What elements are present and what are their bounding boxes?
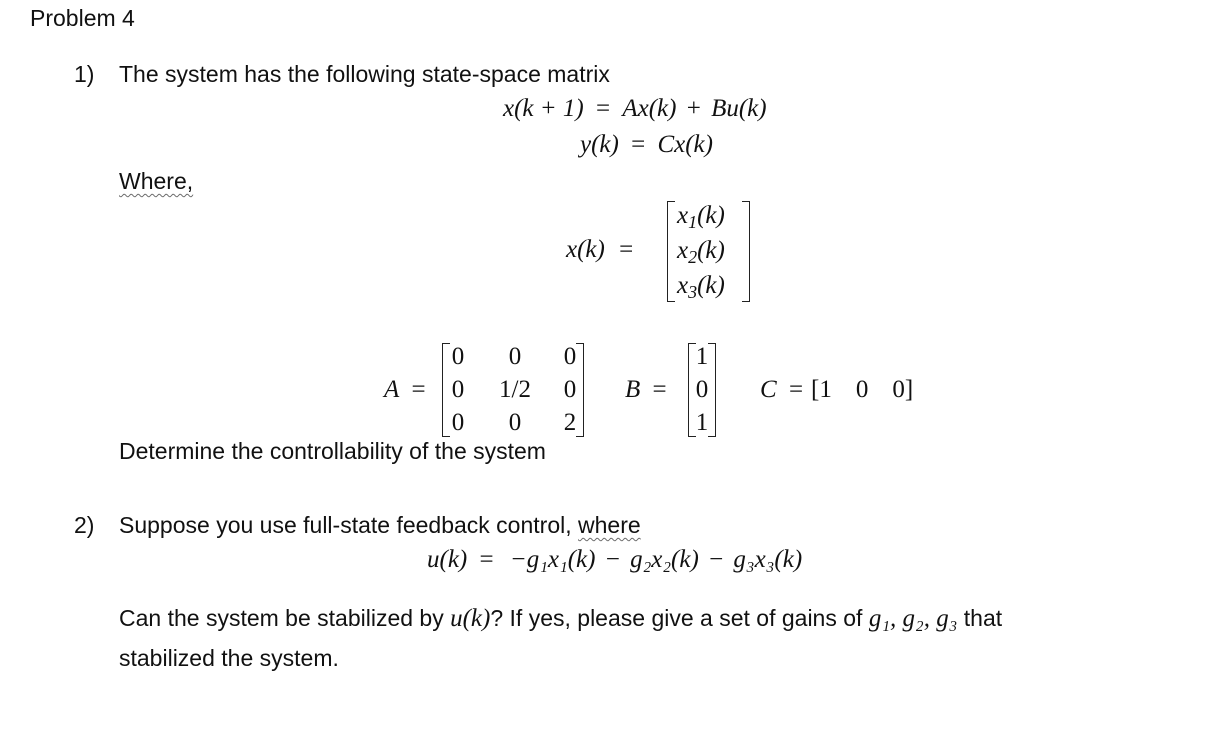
matrix-a-cell: 0 [508,409,522,436]
part2-question-cont: stabilized the system. [119,645,339,671]
matrix-c-label: C [760,376,777,403]
matrix-b-cell: 1 [695,343,709,370]
matrix-a-cell: 0 [563,376,577,403]
state-eq-equals: = [595,95,611,122]
part1-intro: The system has the following state-space matrix [119,61,610,87]
x-vector-row-1: $x_1(k)$ [677,202,725,233]
x-vector-right-bracket [742,201,750,302]
x-vector-row-3: $x_3(k)$ [677,272,725,303]
x-vector-lhs [566,237,633,262]
control-law-term-2: g₂x₂(k) [630,546,699,573]
part1-number: 1) [74,61,95,87]
matrix-c-cell: 1 [819,376,832,403]
matrix-c: C = [1 0 0] [760,376,914,403]
output-eq-right: Cx(k) [657,131,713,158]
control-law-equals: = [479,546,494,573]
x-vector-row-2: $x_2(k)$ [677,237,725,268]
matrix-a-cell: 0 [563,343,577,370]
part1-task: Determine the controllability of the system [119,438,546,464]
state-eq-left: x(k + 1) [503,95,584,122]
matrix-a-lhs [384,377,426,402]
question-text-c: that [963,605,1003,631]
control-law-term-1: −g₁x₁(k) [509,546,596,573]
matrix-a-cell: 2 [563,409,577,436]
question-text-b: ? If yes, please give a set of gains of [490,605,863,631]
matrix-a-cell: 1/2 [499,376,531,403]
part2-intro-text: Suppose you use full-state feedback control, [119,512,572,538]
matrix-c-equals: = [788,376,804,403]
control-law-lhs: u(k) [427,546,468,573]
x-vector-equals: = [619,236,634,263]
matrix-b-cell: 1 [695,409,709,436]
state-equation [503,96,767,121]
where-label: Where, [119,168,194,194]
output-eq-equals: = [631,131,646,158]
x-vector-name: x(k) [566,236,605,263]
control-law [427,547,802,572]
control-law-minus-1: − [605,546,620,573]
x-vector-left-bracket [667,201,675,302]
part2-number: 2) [74,512,95,538]
matrix-a-cell: 0 [451,376,465,403]
matrix-a-cell: 0 [508,343,522,370]
question-gains: g₁, g₂, g₃ [868,605,958,632]
output-equation [580,132,713,157]
matrix-a-equals: = [411,376,426,403]
matrix-a-cell: 0 [451,409,465,436]
question-text-a: Can the system be stabilized by [119,605,444,631]
problem-title: Problem 4 [30,5,135,31]
part2-question [119,606,1002,631]
output-eq-left: y(k) [580,131,619,158]
matrix-b-equals: = [652,376,667,403]
part2-where: where [578,512,641,538]
control-law-term-3: g₃x₃(k) [733,546,803,573]
question-u: u(k) [450,605,491,632]
state-eq-bu: Bu(k) [711,95,767,122]
matrix-b-label: B [625,376,641,403]
matrix-c-cell: 0 [892,376,905,403]
control-law-minus-2: − [709,546,724,573]
matrix-b-lhs [625,377,667,402]
state-eq-plus: + [686,95,701,122]
matrix-b-cell: 0 [695,376,709,403]
matrix-a-label: A [384,376,400,403]
matrix-c-cell: 0 [855,376,869,403]
matrix-a-cell: 0 [451,343,465,370]
part2-intro [119,514,641,537]
state-eq-ax: Ax(k) [622,95,677,122]
